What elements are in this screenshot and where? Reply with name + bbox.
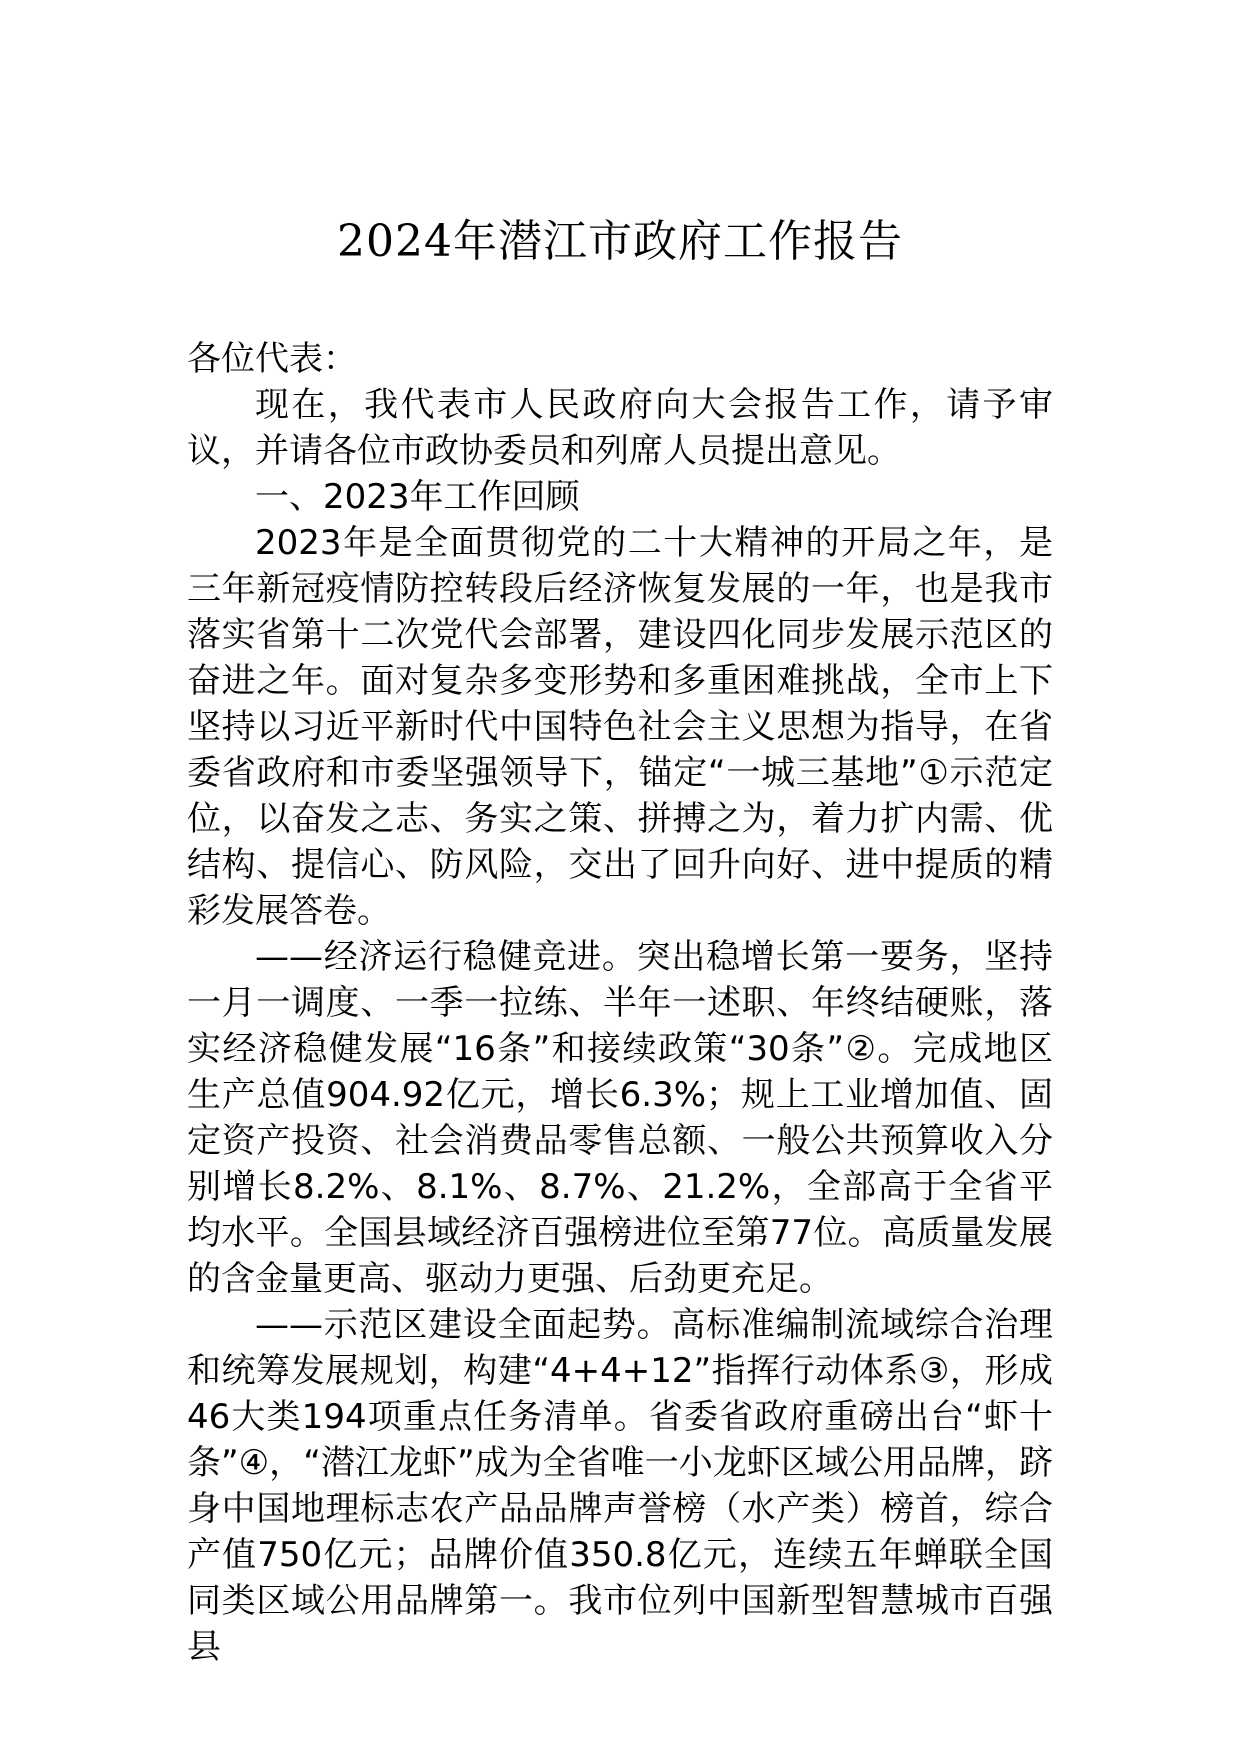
salutation: 各位代表： bbox=[187, 339, 357, 379]
document-body bbox=[187, 336, 1053, 1670]
paragraph-intro: 现在，我代表市人民政府向大会报告工作，请予审议，并请各位市政协委员和列席人员提出意见。 bbox=[187, 385, 1053, 471]
paragraph-economy: ——经济运行稳健竞进。突出稳增长第一要务，坚持一月一调度、一季一拉练、半年一述职、年终结硬账，落实经济稳健发展“16条”和接续政策“30条”②。完成地区生产总值904.92亿元，增长6.3%；规上工业增加值、固定资产投资、社会消费品零售总额、一般公共预算收入分别增长8.2%、8.1%、8.7%、21.2%，全部高于全省平均水平。全国县域经济百强榜进位至第77位。高质量发展的含金量更高、驱动力更强、后劲更充足。 bbox=[187, 937, 1053, 1299]
paragraph-demonstration-zone: ——示范区建设全面起势。高标准编制流域综合治理和统筹发展规划，构建“4+4+12”指挥行动体系③，形成46大类194项重点任务清单。省委省政府重磅出台“虾十条”④，“潜江龙虾”成为全省唯一小龙虾区域公用品牌，跻身中国地理标志农产品品牌声誉榜（水产类）榜首，综合产值750亿元；品牌价值350.8亿元，连续五年蝉联全国同类区域公用品牌第一。我市位列中国新型智慧城市百强县 bbox=[187, 1305, 1053, 1667]
paragraph-overview: 2023年是全面贯彻党的二十大精神的开局之年，是三年新冠疫情防控转段后经济恢复发展的一年，也是我市落实省第十二次党代会部署，建设四化同步发展示范区的奋进之年。面对复杂多变形势和多重困难挑战，全市上下坚持以习近平新时代中国特色社会主义思想为指导，在省委省政府和市委坚强领导下，锚定“一城三基地”①示范定位，以奋发之志、务实之策、拼搏之为，着力扩内需、优结构、提信心、防风险，交出了回升向好、进中提质的精彩发展答卷。 bbox=[187, 523, 1053, 931]
section-heading: 一、2023年工作回顾 bbox=[255, 477, 580, 517]
document-title: 2024年潜江市政府工作报告 bbox=[337, 216, 903, 267]
